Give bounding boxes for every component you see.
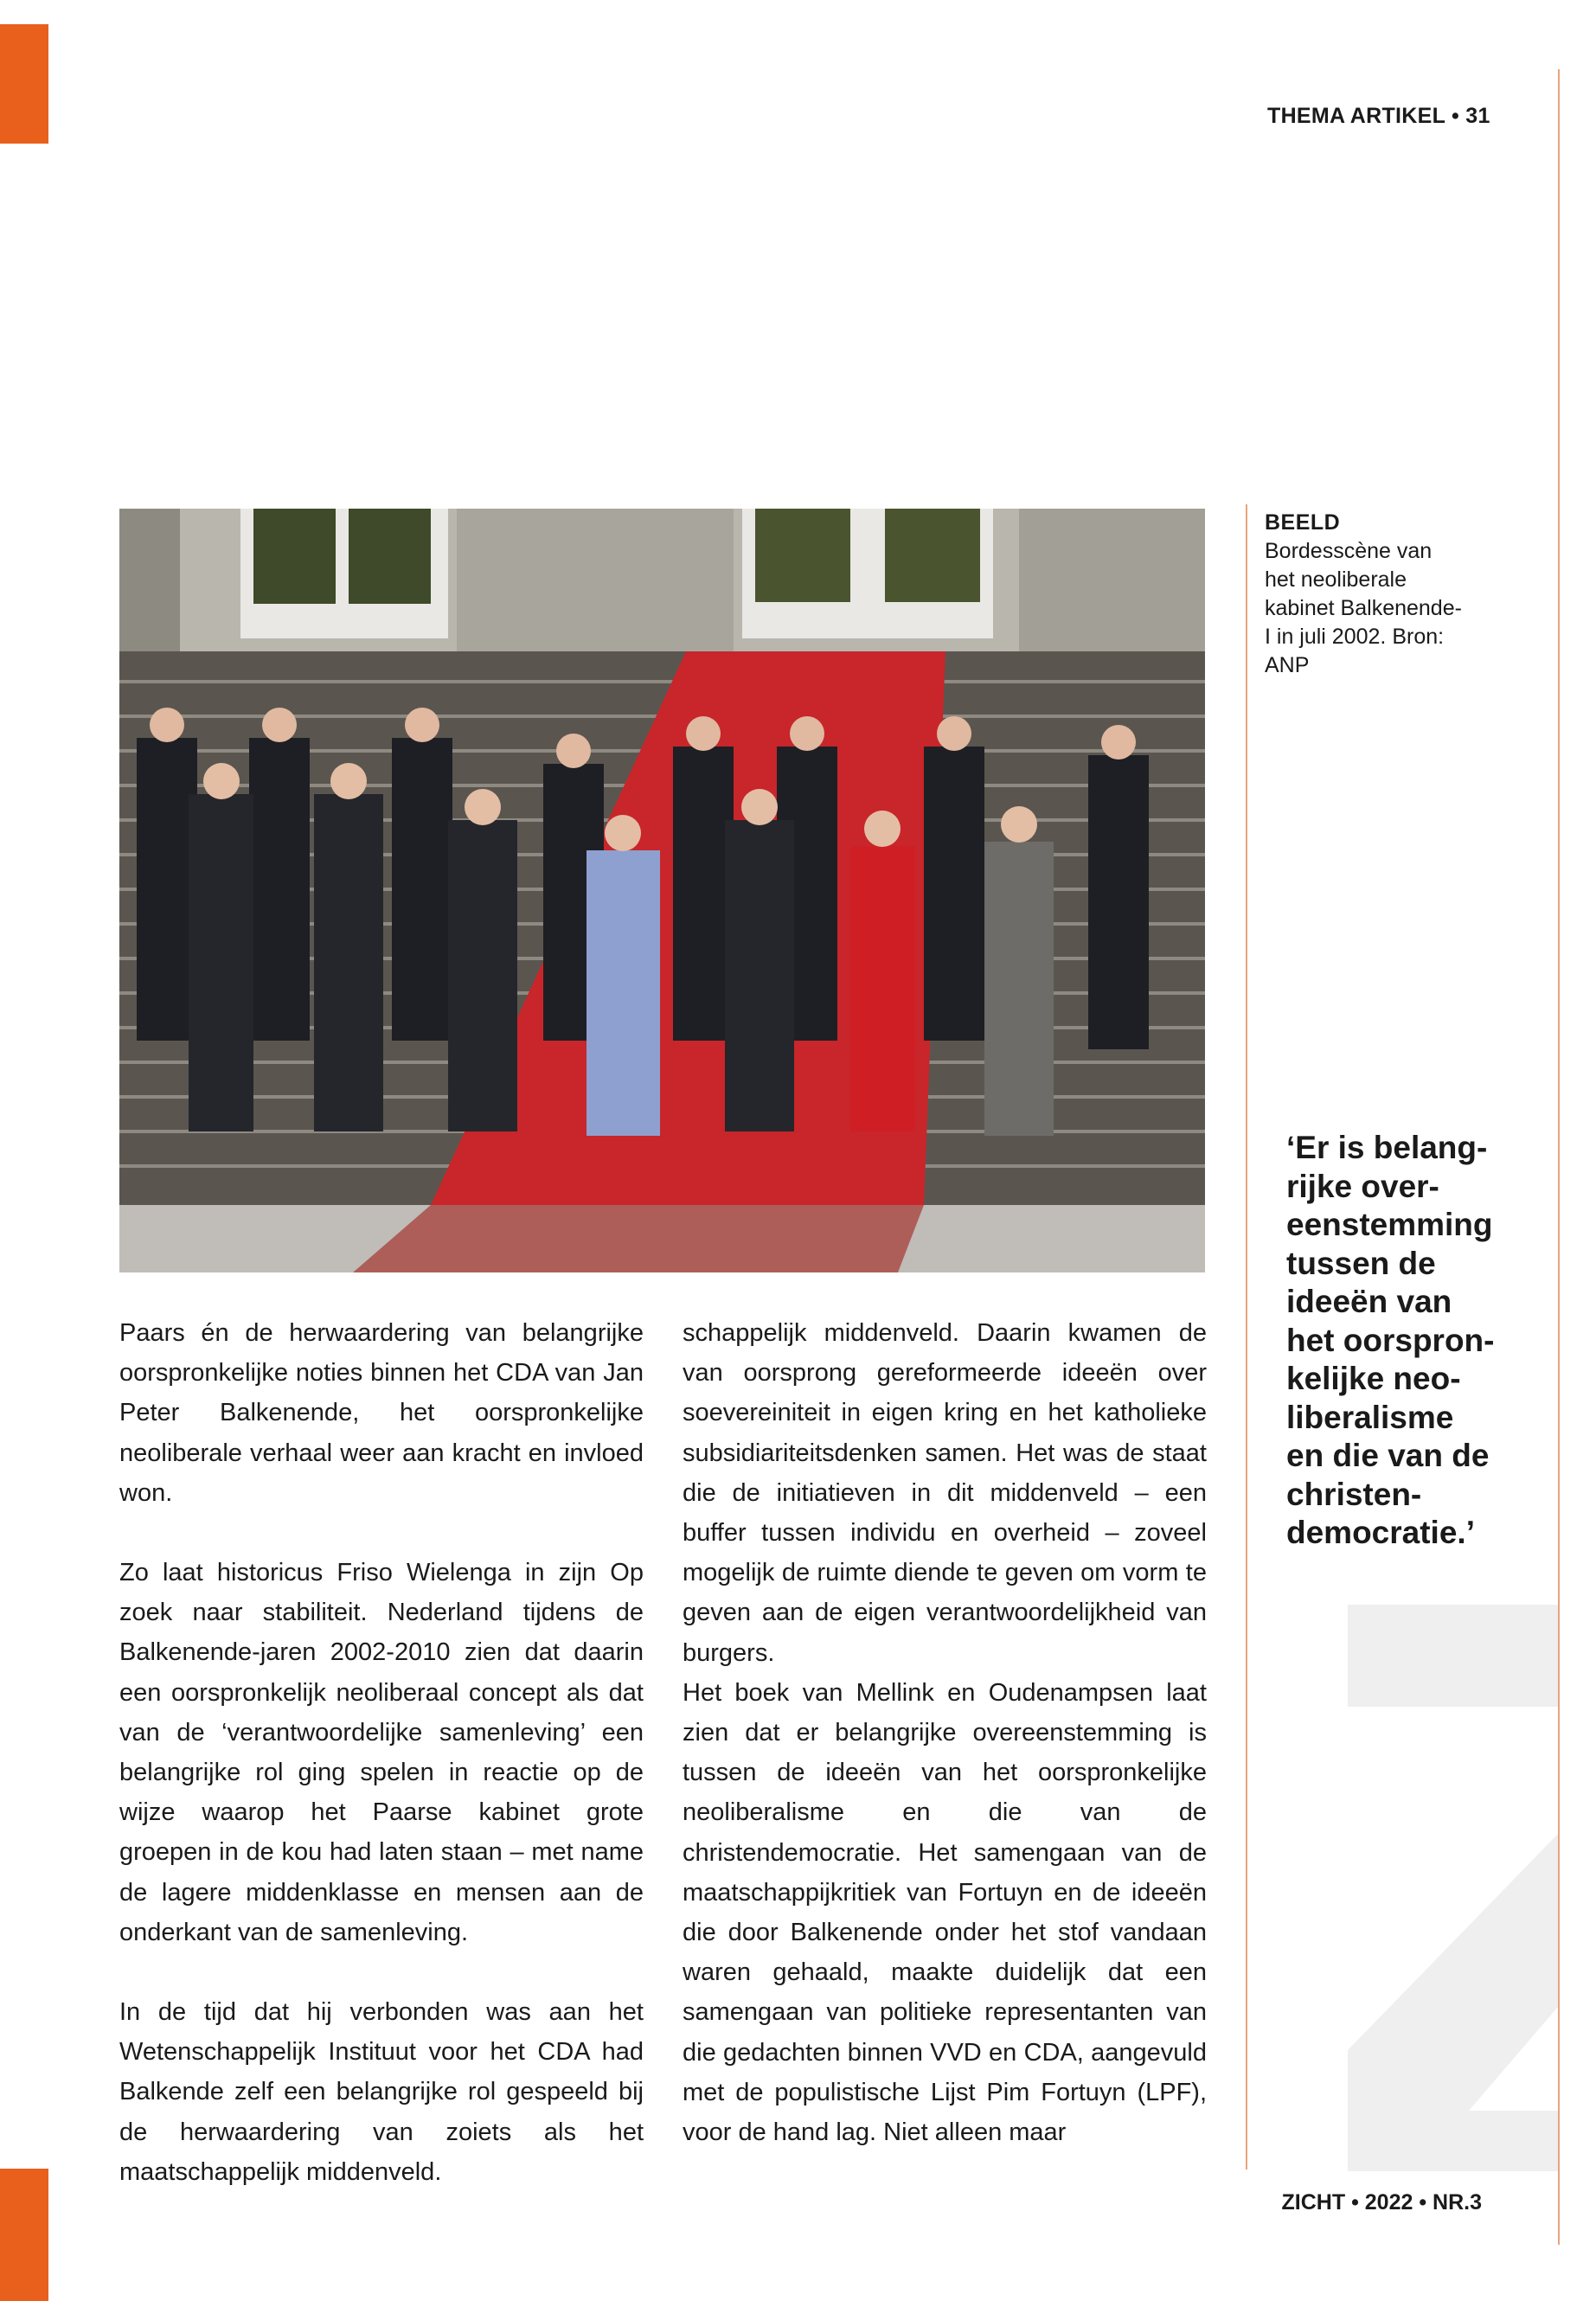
pull-quote: ‘Er is belang- rijke over- eenstemming tussen de ideeën van het oorspron- kelijke neo- liberalisme en die van de christen- democratie.’ bbox=[1286, 1130, 1495, 1550]
running-header: THEMA ARTIKEL • 31 bbox=[1267, 104, 1490, 128]
decorative-glyph bbox=[1348, 1834, 1558, 2171]
decorative-block bbox=[1348, 1605, 1558, 1707]
page-edge-rule bbox=[1558, 69, 1560, 2245]
caption-label: BEELD bbox=[1265, 510, 1341, 535]
sidebar-rule bbox=[1246, 504, 1247, 2170]
orange-tab-top bbox=[0, 24, 48, 144]
running-footer: ZICHT • 2022 • NR.3 bbox=[1281, 2190, 1482, 2214]
paragraph: In de tijd dat hij verbonden was aan het Wetenschappelijk Instituut voor het CDA had Balkende zelf een belangrijke rol gespeeld bij de herwaardering van zoiets als het maatschappelijk middenveld. bbox=[119, 1998, 644, 2186]
paragraph: Paars én de herwaardering van belangrijke oorspronkelijke noties binnen het CDA van Jan Peter Balkenende, het oorspronkelijke neoliberale verhaal weer aan kracht en invloed won. bbox=[119, 1319, 644, 1507]
paragraph: Zo laat historicus Friso Wielenga in zijn Op zoek naar stabiliteit. Nederland tijdens de Balkenende-jaren 2002-2010 zien dat daarin een oorspronkelijk neoliberaal concept als dat van de ‘verantwoordelijke samenleving’ een belangrijke rol ging spelen in reactie op de wijze waarop het Paarse kabinet grote groepen in de kou had laten staan – met name de lagere middenklasse en mensen aan de onderkant van de samenleving. bbox=[119, 1559, 644, 1946]
body-column-left bbox=[119, 1313, 644, 2232]
photo-caption bbox=[1265, 509, 1464, 680]
body-column-right bbox=[683, 1313, 1207, 2152]
paragraph: schappelijk middenveld. Daarin kwamen de van oorsprong gereformeerde ideeën over soevereiniteit in eigen kring en het katholieke subsidiariteitsdenken samen. Het was de staat die de initiatieven in dit middenveld – een buffer tussen individu en overheid – zoveel mogelijk de ruimte diende te geven om vorm te geven aan de eigen verantwoordelijkheid van burgers. bbox=[683, 1319, 1207, 1667]
paragraph: Het boek van Mellink en Oudenampsen laat zien dat er belangrijke overeenstemming is tussen de ideeën van het oorspronkelijke neoliberalisme en die van de christendemocratie. Het samengaan van de maatschappijkritiek van Fortuyn en de ideeën die door Balkenende onder het stof vandaan waren gehaald, maakte duidelijk dat een samengaan van politieke representanten van die gedachten binnen VVD en CDA, aangevuld met de populistische Lijst Pim Fortuyn (LPF), voor de hand lag. Niet alleen maar bbox=[683, 1678, 1207, 2147]
orange-tab-bottom bbox=[0, 2169, 48, 2301]
cabinet-group-photo bbox=[119, 509, 1205, 1272]
caption-text: Bordesscène van het neoliberale kabinet Balkenende-I in juli 2002. Bron: ANP bbox=[1265, 539, 1462, 677]
photo-illustration bbox=[119, 509, 1205, 1272]
